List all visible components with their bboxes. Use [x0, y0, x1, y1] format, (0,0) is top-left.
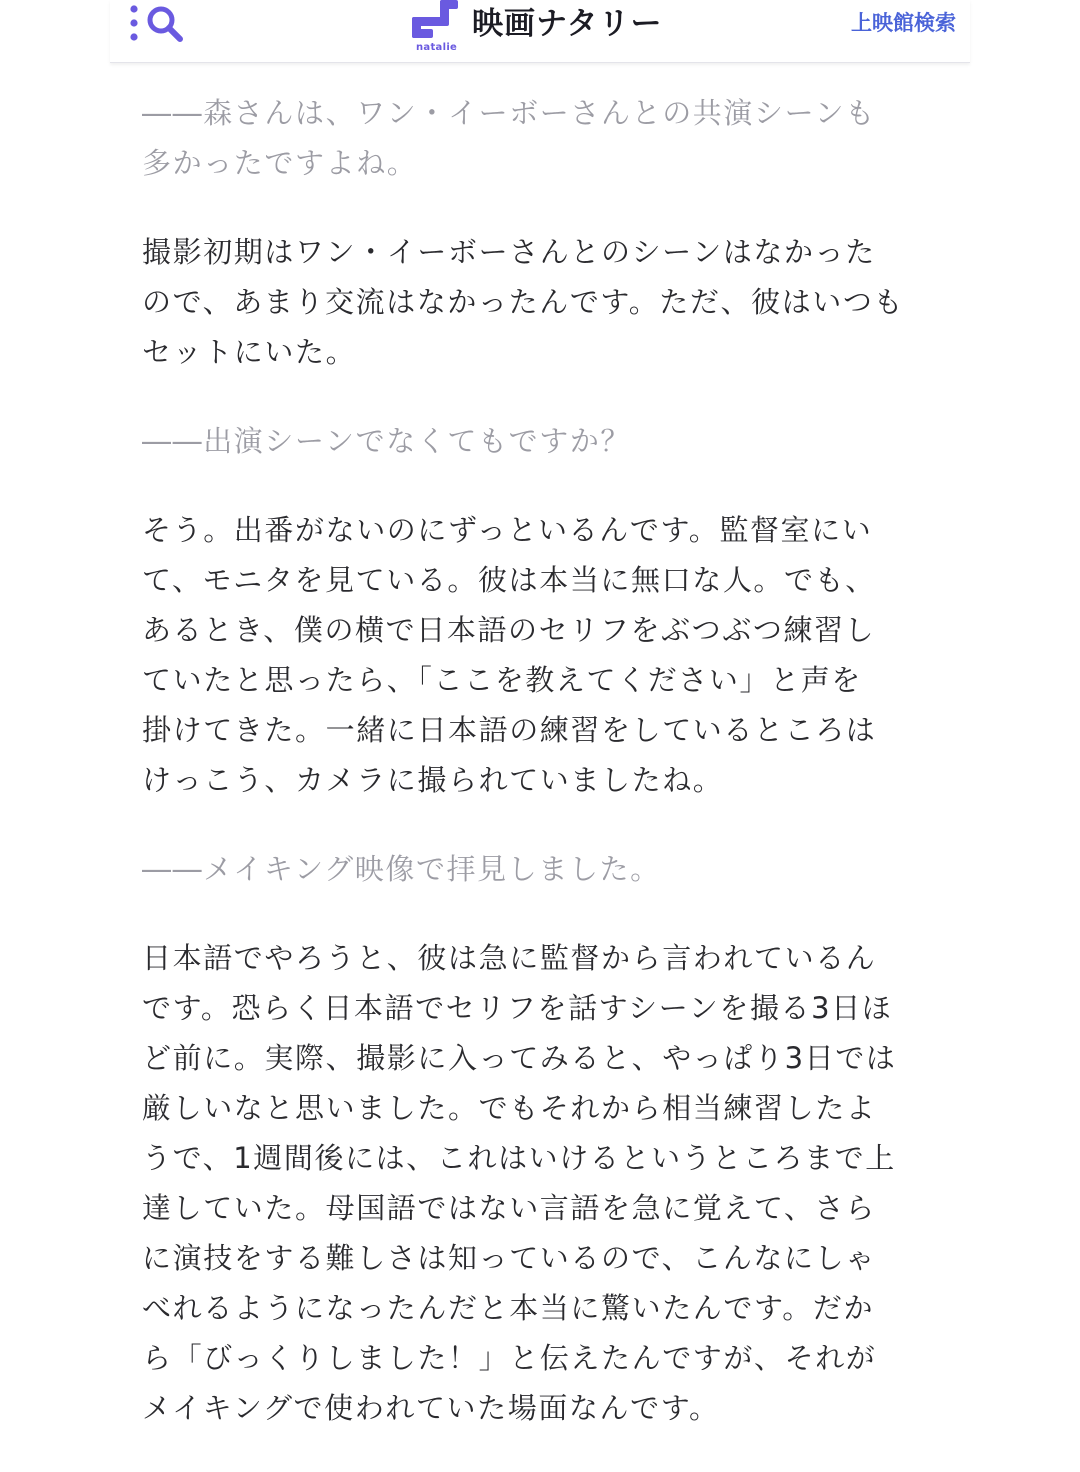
interview-question [142, 844, 942, 894]
text-line: ていたと思ったら、「ここを教えてください」と声を [142, 663, 862, 697]
interview-question [142, 88, 942, 188]
text-line: べれるようになったんだと本当に驚いたんです。だか [142, 1291, 875, 1325]
natalie-logo-icon [410, 0, 462, 58]
menu-dots-icon[interactable] [130, 5, 137, 40]
interview-answer [142, 505, 942, 805]
text-line: セットにいた。 [142, 335, 357, 369]
text-line: 達していた。母国語ではない言語を急に覚えて、さら [142, 1191, 876, 1225]
text-line: そう。出番がないのにずっといるんです。監督室にい [142, 513, 873, 547]
text-line: あるとき、僕の横で日本語のセリフをぶつぶつ練習し [142, 613, 876, 647]
text-line: 厳しいなと思いました。でもそれから相当練習したよ [142, 1091, 877, 1125]
text-line: 多かったですよね。 [142, 146, 418, 180]
text-line: に演技をする難しさは知っているので、こんなにしゃ [142, 1241, 876, 1275]
text-line: ――出演シーンでなくてもですか？ [142, 424, 632, 458]
site-title: 映画ナタリー [472, 6, 663, 42]
interview-answer [142, 933, 942, 1433]
text-line: て、モニタを見ている。彼は本当に無口な人。でも、 [142, 563, 876, 597]
text-line: ので、あまり交流はなかったんです。ただ、彼はいつも [142, 285, 905, 319]
text-line: です。恐らく日本語でセリフを話すシーンを撮る3日ほ [142, 991, 893, 1025]
text-line: 掛けてきた。一緒に日本語の練習をしているところは [142, 713, 877, 747]
text-line: メイキングで使われていた場面なんです。 [142, 1391, 720, 1425]
menu-search-button[interactable] [128, 2, 192, 44]
interview-question [142, 416, 942, 466]
text-line: うで、1週間後には、これはいけるというところまで上 [142, 1141, 896, 1175]
text-line: ――メイキング映像で拝見しました。 [142, 852, 661, 886]
search-icon[interactable] [150, 9, 180, 39]
theater-search-link[interactable]: 上映館検索 [851, 11, 956, 35]
text-line: 撮影初期はワン・イーボーさんとのシーンはなかった [142, 235, 876, 269]
logo-subtitle: natalie [416, 42, 458, 53]
interview-article [142, 88, 942, 1472]
interview-answer [142, 227, 942, 377]
text-line: ――森さんは、ワン・イーボーさんとの共演シーンも [142, 96, 876, 130]
text-line: ら「びっくりしました！」と伝えたんですが、それが [142, 1341, 877, 1375]
text-line: ど前に。実際、撮影に入ってみると、やっぱり3日では [142, 1041, 897, 1075]
text-line: けっこう、カメラに撮られていましたね。 [142, 763, 724, 797]
text-line: 日本語でやろうと、彼は急に監督から言われているん [142, 941, 877, 975]
site-logo[interactable] [410, 0, 662, 58]
top-navigation-bar [110, 0, 970, 63]
